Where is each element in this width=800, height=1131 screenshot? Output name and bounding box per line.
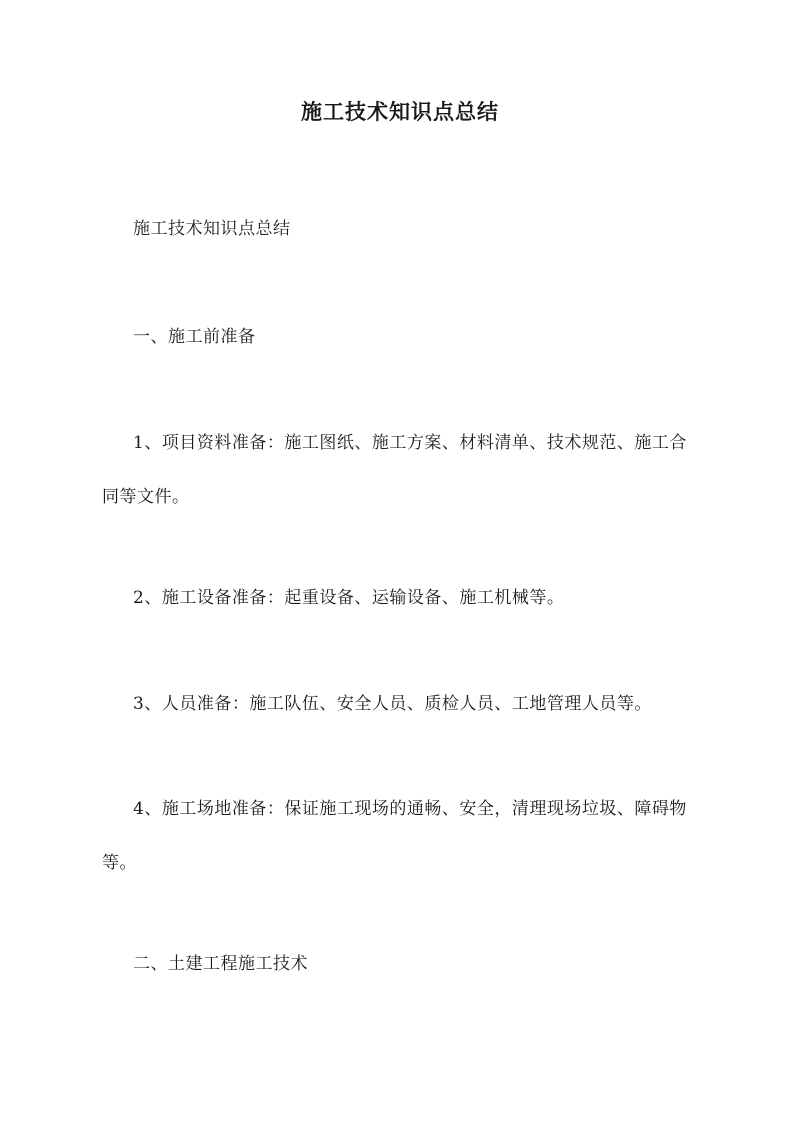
list-item-4: 4、施工场地准备：保证施工现场的通畅、安全，清理现场垃圾、障碍物等。 — [102, 799, 687, 873]
section-heading-1: 一、施工前准备 — [133, 327, 256, 347]
document-title: 施工技术知识点总结 — [301, 99, 499, 124]
list-item-3: 3、人员准备：施工队伍、安全人员、质检人员、工地管理人员等。 — [133, 694, 652, 714]
intro-paragraph: 施工技术知识点总结 — [133, 219, 291, 239]
list-item-2: 2、施工设备准备：起重设备、运输设备、施工机械等。 — [133, 588, 565, 608]
section-heading-2: 二、土建工程施工技术 — [133, 954, 308, 974]
list-item-1: 1、项目资料准备：施工图纸、施工方案、材料清单、技术规范、施工合同等文件。 — [102, 433, 687, 507]
